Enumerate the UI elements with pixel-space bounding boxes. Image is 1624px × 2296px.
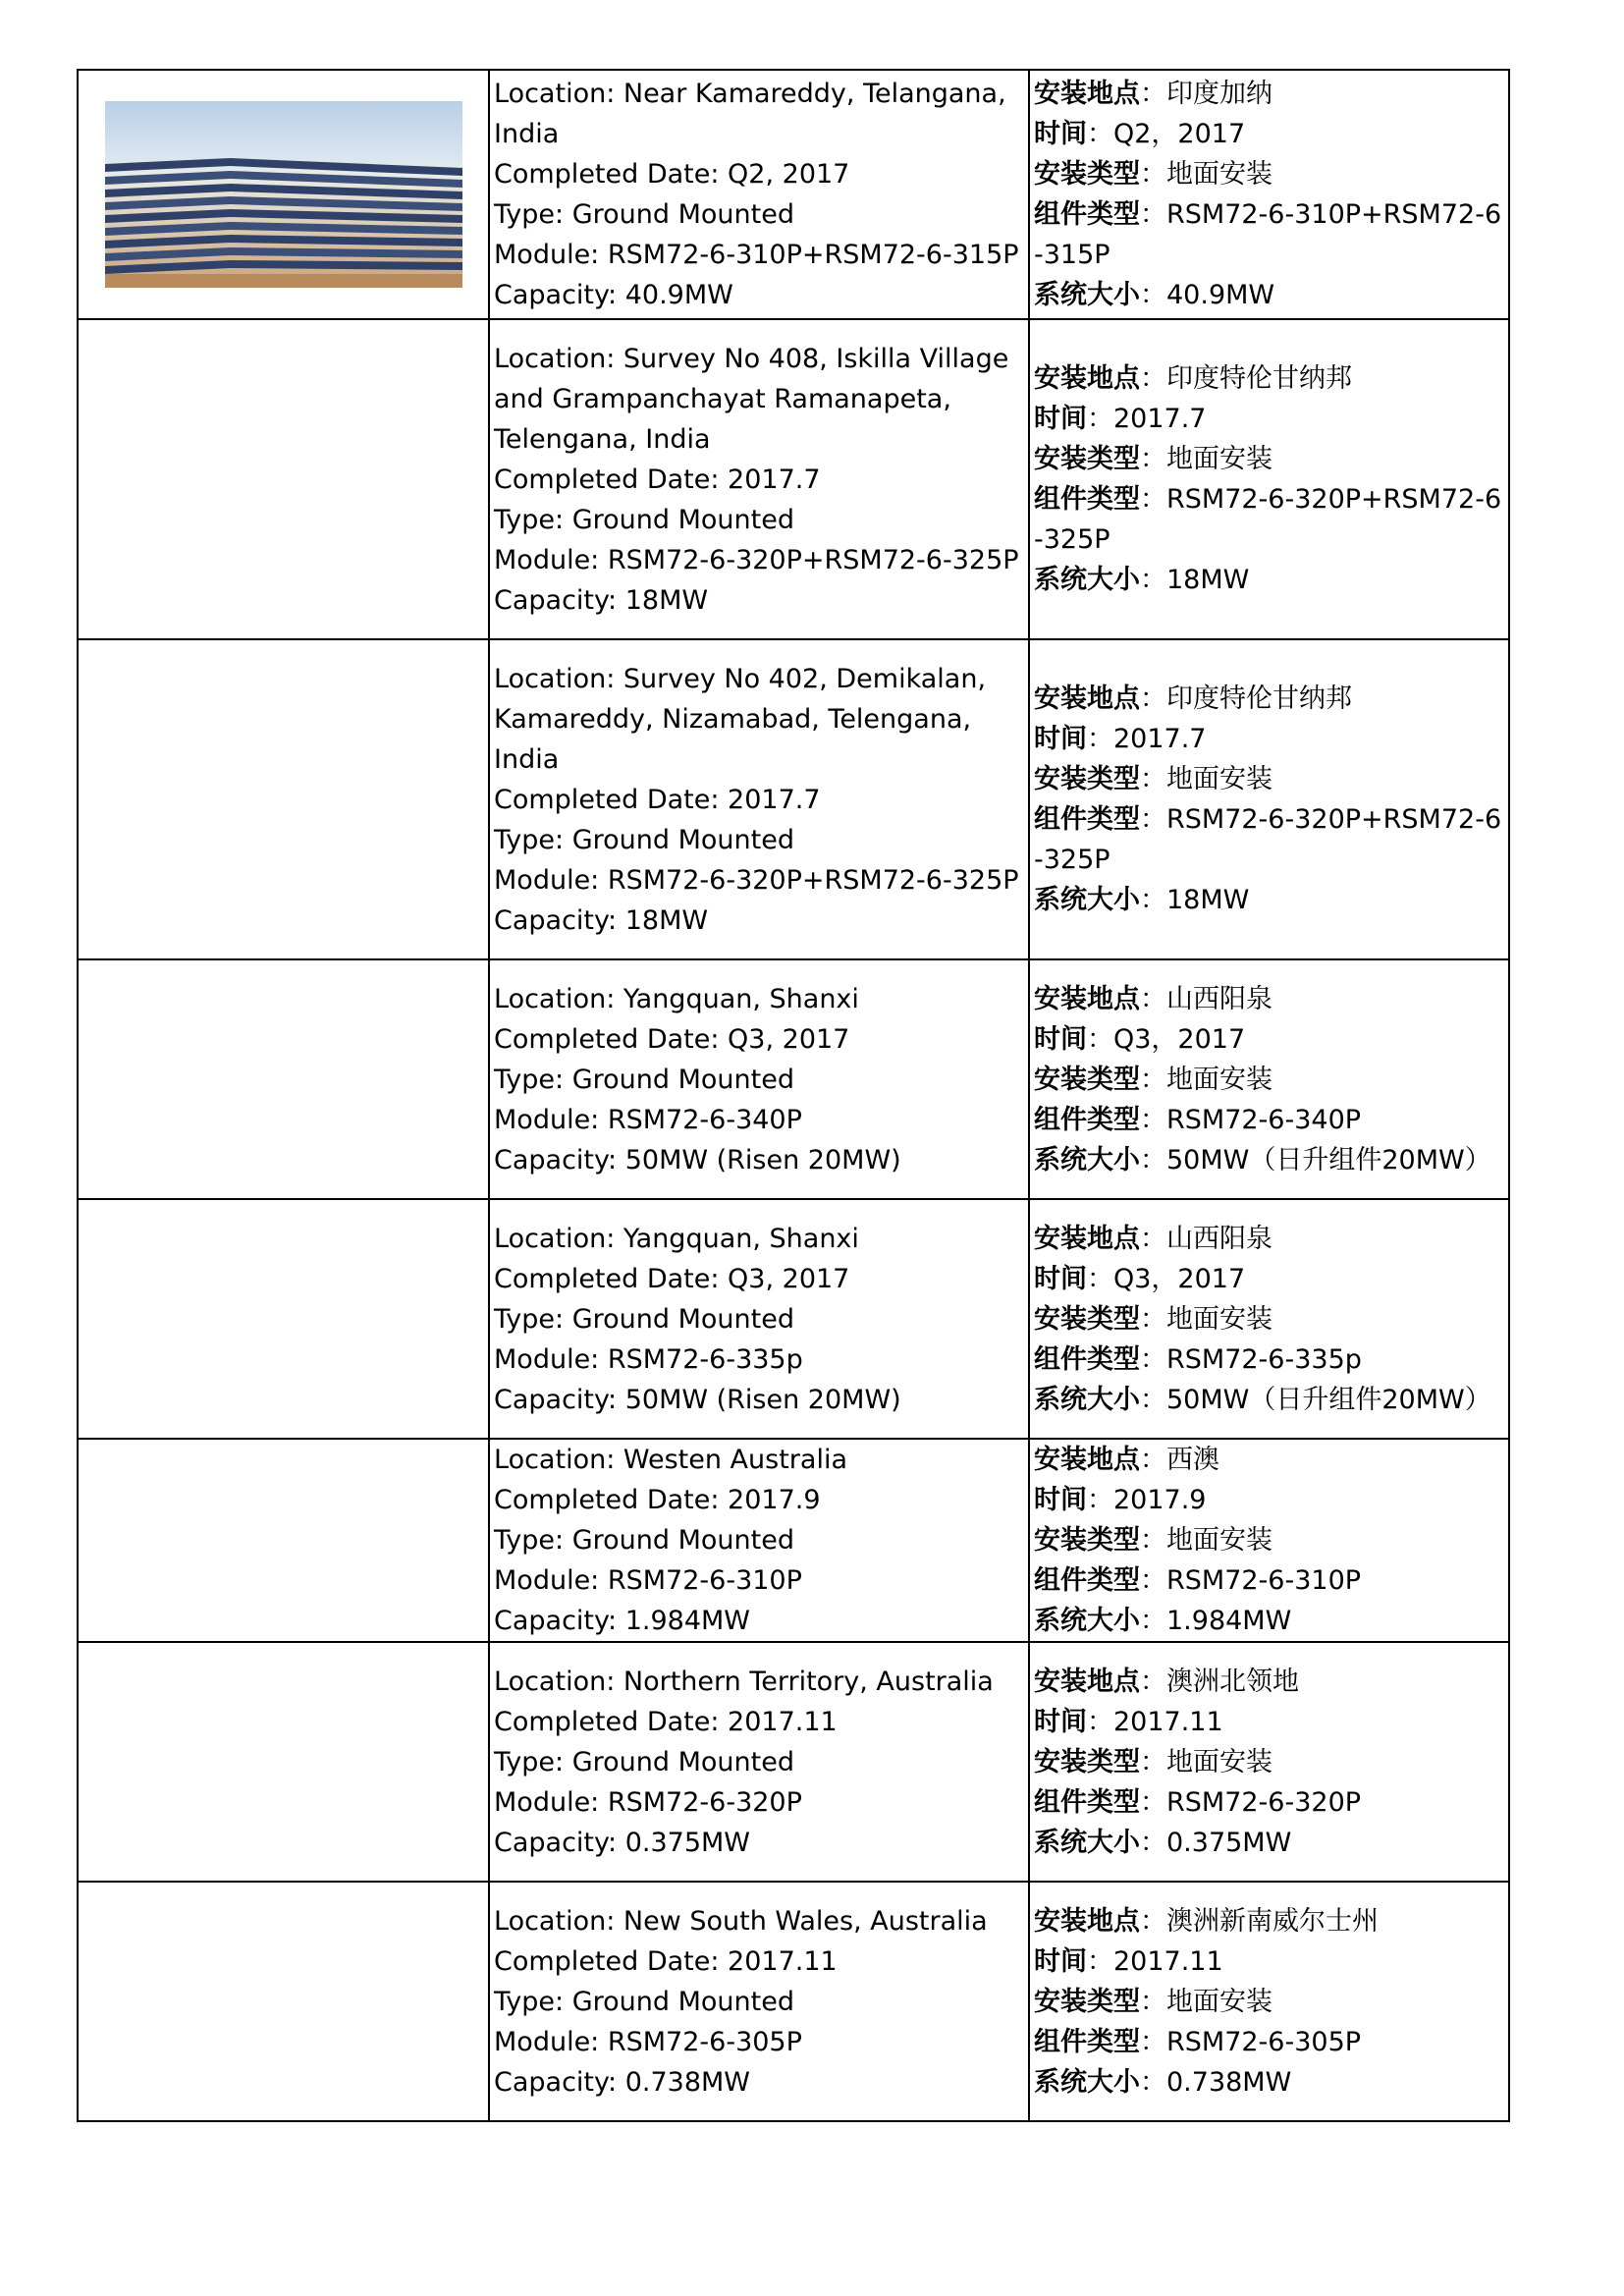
detail-line-zh bbox=[1034, 1560, 1504, 1601]
panel-row bbox=[105, 209, 462, 223]
panel-row bbox=[105, 196, 462, 211]
project-details-en bbox=[489, 1199, 1029, 1439]
project-details-en bbox=[489, 1642, 1029, 1882]
detail-line-en: Module: RSM72-6-310P bbox=[494, 1565, 802, 1596]
project-details-zh bbox=[1029, 639, 1509, 959]
project-row bbox=[78, 1439, 1509, 1642]
detail-label-zh: 时间 bbox=[1034, 1945, 1087, 1977]
detail-value-zh: ：2017.11 bbox=[1087, 1945, 1223, 1977]
detail-line-en: Type: Ground Mounted bbox=[494, 504, 794, 535]
detail-label-zh: 组件类型 bbox=[1034, 1104, 1140, 1135]
project-details-zh bbox=[1029, 70, 1509, 319]
project-image-cell bbox=[78, 639, 489, 959]
detail-value-zh: ：Q3，2017 bbox=[1087, 1023, 1246, 1055]
detail-value-zh: ：2017.9 bbox=[1087, 1485, 1207, 1515]
detail-label-zh: 时间 bbox=[1034, 1706, 1087, 1737]
detail-value-zh: ：印度加纳 bbox=[1140, 79, 1272, 109]
detail-label-zh: 安装地点 bbox=[1034, 1223, 1140, 1254]
detail-line-zh bbox=[1034, 799, 1504, 880]
detail-line-zh bbox=[1034, 358, 1504, 399]
detail-label-zh: 系统大小 bbox=[1034, 280, 1140, 310]
detail-line-en: Location: Yangquan, Shanxi bbox=[494, 983, 859, 1014]
detail-label-zh: 组件类型 bbox=[1034, 1565, 1140, 1596]
detail-value-zh: ：印度特伦甘纳邦 bbox=[1140, 683, 1352, 714]
detail-line-en: Capacity: 1.984MW bbox=[494, 1606, 750, 1636]
detail-line-zh bbox=[1034, 1480, 1504, 1520]
detail-line-zh bbox=[1034, 1982, 1504, 2022]
detail-line-en: Capacity: 0.375MW bbox=[494, 1827, 750, 1858]
detail-line-zh bbox=[1034, 759, 1504, 799]
detail-value-zh: ：印度特伦甘纳邦 bbox=[1140, 363, 1352, 394]
detail-value-zh: ：地面安装 bbox=[1140, 1525, 1272, 1556]
detail-line-zh bbox=[1034, 479, 1504, 560]
detail-label-zh: 安装类型 bbox=[1034, 444, 1140, 474]
detail-line-zh bbox=[1034, 1520, 1504, 1560]
project-details-en bbox=[489, 639, 1029, 959]
detail-line-zh bbox=[1034, 1601, 1504, 1641]
detail-line-zh bbox=[1034, 1219, 1504, 1259]
project-image-cell bbox=[78, 959, 489, 1199]
project-details-en bbox=[489, 1439, 1029, 1642]
detail-line-en: Location: Yangquan, Shanxi bbox=[494, 1223, 859, 1254]
detail-line-zh bbox=[1034, 439, 1504, 479]
detail-line-zh bbox=[1034, 719, 1504, 759]
detail-line-zh bbox=[1034, 2022, 1504, 2062]
panel-row bbox=[105, 247, 462, 261]
detail-line-en: Completed Date: Q3, 2017 bbox=[494, 1263, 850, 1294]
project-row bbox=[78, 70, 1509, 319]
detail-label-zh: 安装地点 bbox=[1034, 79, 1140, 109]
detail-line-zh bbox=[1034, 880, 1504, 920]
detail-line-en: Module: RSM72-6-320P+RSM72-6-325P bbox=[494, 864, 1019, 896]
detail-value-zh: ：RSM72-6-310P+RSM72-6-315P bbox=[1034, 199, 1502, 270]
project-table bbox=[77, 69, 1510, 2122]
detail-line-en: Completed Date: 2017.9 bbox=[494, 1485, 821, 1515]
detail-value-zh: ：地面安装 bbox=[1140, 1746, 1272, 1777]
detail-label-zh: 安装类型 bbox=[1034, 1986, 1140, 2017]
detail-value-zh: ：山西阳泉 bbox=[1140, 983, 1272, 1014]
detail-value-zh: ：澳洲北领地 bbox=[1140, 1666, 1299, 1697]
detail-line-en: Type: Ground Mounted bbox=[494, 1525, 794, 1556]
detail-value-zh: ：18MW bbox=[1140, 565, 1250, 595]
detail-value-zh: ：0.738MW bbox=[1140, 2066, 1292, 2098]
detail-label-zh: 组件类型 bbox=[1034, 1786, 1140, 1818]
ground bbox=[105, 274, 462, 288]
detail-value-zh: ：2017.11 bbox=[1087, 1706, 1223, 1737]
detail-value-zh: ：RSM72-6-340P bbox=[1140, 1104, 1362, 1135]
detail-line-en: Module: RSM72-6-320P+RSM72-6-325P bbox=[494, 544, 1019, 575]
detail-line-zh bbox=[1034, 1339, 1504, 1380]
detail-line-zh bbox=[1034, 679, 1504, 719]
detail-line-zh bbox=[1034, 1702, 1504, 1742]
detail-label-zh: 系统大小 bbox=[1034, 1384, 1140, 1415]
detail-value-zh: ：40.9MW bbox=[1140, 280, 1275, 310]
detail-line-en: Location: Northern Territory, Australia bbox=[494, 1666, 994, 1697]
project-details-zh bbox=[1029, 1439, 1509, 1642]
detail-line-en: Completed Date: Q3, 2017 bbox=[494, 1023, 850, 1055]
detail-label-zh: 组件类型 bbox=[1034, 804, 1140, 835]
detail-line-zh bbox=[1034, 1941, 1504, 1982]
detail-line-zh bbox=[1034, 1742, 1504, 1782]
detail-line-en: Module: RSM72-6-320P bbox=[494, 1786, 802, 1818]
detail-label-zh: 系统大小 bbox=[1034, 565, 1140, 595]
project-details-en bbox=[489, 1882, 1029, 2121]
detail-line-en: Completed Date: 2017.11 bbox=[494, 1706, 838, 1737]
detail-value-zh: ：18MW bbox=[1140, 885, 1250, 915]
detail-line-zh bbox=[1034, 979, 1504, 1019]
detail-label-zh: 安装地点 bbox=[1034, 683, 1140, 714]
detail-line-zh bbox=[1034, 74, 1504, 114]
detail-line-zh bbox=[1034, 154, 1504, 194]
detail-label-zh: 安装类型 bbox=[1034, 764, 1140, 794]
detail-value-zh: ：0.375MW bbox=[1140, 1827, 1292, 1858]
detail-line-en: Capacity: 18MW bbox=[494, 584, 709, 616]
detail-line-en: Completed Date: 2017.7 bbox=[494, 464, 821, 495]
detail-label-zh: 组件类型 bbox=[1034, 199, 1140, 230]
detail-line-en: Location: Westen Australia bbox=[494, 1445, 847, 1475]
detail-label-zh: 安装类型 bbox=[1034, 1746, 1140, 1777]
detail-label-zh: 系统大小 bbox=[1034, 1827, 1140, 1858]
project-row bbox=[78, 639, 1509, 959]
project-row bbox=[78, 1882, 1509, 2121]
detail-label-zh: 安装地点 bbox=[1034, 363, 1140, 394]
project-details-en bbox=[489, 319, 1029, 639]
detail-line-en: Module: RSM72-6-305P bbox=[494, 2026, 802, 2057]
detail-value-zh: ：Q3，2017 bbox=[1087, 1263, 1246, 1294]
detail-label-zh: 安装类型 bbox=[1034, 1064, 1140, 1095]
detail-label-zh: 时间 bbox=[1034, 404, 1087, 434]
detail-line-en: Module: RSM72-6-310P+RSM72-6-315P bbox=[494, 240, 1019, 270]
detail-value-zh: ：RSM72-6-335p bbox=[1140, 1343, 1362, 1375]
detail-label-zh: 时间 bbox=[1034, 1023, 1087, 1055]
detail-label-zh: 时间 bbox=[1034, 1485, 1087, 1515]
detail-line-zh bbox=[1034, 1782, 1504, 1823]
detail-line-en: Completed Date: Q2, 2017 bbox=[494, 159, 850, 190]
detail-label-zh: 安装地点 bbox=[1034, 1666, 1140, 1697]
detail-line-zh bbox=[1034, 1100, 1504, 1140]
detail-label-zh: 时间 bbox=[1034, 724, 1087, 754]
detail-value-zh: ：地面安装 bbox=[1140, 444, 1272, 474]
detail-line-zh bbox=[1034, 1060, 1504, 1100]
project-image-cell bbox=[78, 1199, 489, 1439]
project-photo bbox=[105, 101, 462, 288]
detail-line-en: Capacity: 50MW (Risen 20MW) bbox=[494, 1384, 901, 1415]
detail-label-zh: 组件类型 bbox=[1034, 1343, 1140, 1375]
detail-value-zh: ：Q2，2017 bbox=[1087, 119, 1246, 149]
panel-row bbox=[105, 235, 462, 248]
detail-value-zh: ：澳洲新南威尔士州 bbox=[1140, 1905, 1379, 1937]
detail-label-zh: 系统大小 bbox=[1034, 885, 1140, 915]
detail-line-en: Location: Near Kamareddy, Telangana, India bbox=[494, 79, 1006, 149]
detail-line-en: Capacity: 18MW bbox=[494, 904, 709, 936]
detail-line-en: Type: Ground Mounted bbox=[494, 1986, 794, 2017]
project-details-zh bbox=[1029, 1199, 1509, 1439]
detail-line-zh bbox=[1034, 275, 1504, 315]
project-rows bbox=[78, 70, 1509, 2121]
detail-line-zh bbox=[1034, 1140, 1504, 1180]
project-image-cell bbox=[78, 319, 489, 639]
detail-value-zh: ：RSM72-6-320P+RSM72-6-325P bbox=[1034, 484, 1502, 555]
detail-label-zh: 安装地点 bbox=[1034, 1445, 1140, 1475]
detail-label-zh: 时间 bbox=[1034, 1263, 1087, 1294]
detail-label-zh: 安装类型 bbox=[1034, 159, 1140, 190]
panel-row bbox=[105, 184, 462, 199]
detail-value-zh: ：地面安装 bbox=[1140, 1986, 1272, 2017]
project-image-cell bbox=[78, 70, 489, 319]
project-details-zh bbox=[1029, 959, 1509, 1199]
project-details-zh bbox=[1029, 319, 1509, 639]
detail-line-zh bbox=[1034, 1299, 1504, 1339]
detail-line-en: Type: Ground Mounted bbox=[494, 199, 794, 230]
detail-line-en: Capacity: 40.9MW bbox=[494, 280, 733, 310]
detail-line-en: Location: New South Wales, Australia bbox=[494, 1905, 988, 1937]
detail-line-en: Module: RSM72-6-335p bbox=[494, 1343, 803, 1375]
detail-value-zh: ：50MW（日升组件20MW） bbox=[1140, 1384, 1491, 1415]
detail-line-zh bbox=[1034, 2062, 1504, 2103]
detail-line-en: Type: Ground Mounted bbox=[494, 824, 794, 855]
detail-value-zh: ：RSM72-6-305P bbox=[1140, 2026, 1362, 2057]
project-row bbox=[78, 1642, 1509, 1882]
detail-value-zh: ：2017.7 bbox=[1087, 404, 1207, 434]
project-details-en bbox=[489, 959, 1029, 1199]
detail-line-zh bbox=[1034, 1901, 1504, 1941]
detail-value-zh: ：西澳 bbox=[1140, 1445, 1219, 1475]
detail-value-zh: ：地面安装 bbox=[1140, 764, 1272, 794]
detail-label-zh: 时间 bbox=[1034, 119, 1087, 149]
solar-farm-image bbox=[105, 101, 462, 288]
project-image-cell bbox=[78, 1882, 489, 2121]
project-details-zh bbox=[1029, 1642, 1509, 1882]
project-details-en bbox=[489, 70, 1029, 319]
detail-value-zh: ：1.984MW bbox=[1140, 1606, 1292, 1636]
detail-line-zh bbox=[1034, 1662, 1504, 1702]
detail-value-zh: ：RSM72-6-310P bbox=[1140, 1565, 1362, 1596]
detail-label-zh: 安装地点 bbox=[1034, 1905, 1140, 1937]
detail-line-zh bbox=[1034, 194, 1504, 275]
panel-row bbox=[105, 260, 462, 274]
detail-label-zh: 安装地点 bbox=[1034, 983, 1140, 1014]
detail-value-zh: ：地面安装 bbox=[1140, 159, 1272, 190]
detail-line-zh bbox=[1034, 1823, 1504, 1863]
detail-line-en: Capacity: 0.738MW bbox=[494, 2066, 750, 2098]
detail-line-en: Completed Date: 2017.11 bbox=[494, 1945, 838, 1977]
detail-value-zh: ：2017.7 bbox=[1087, 724, 1207, 754]
detail-label-zh: 安装类型 bbox=[1034, 1303, 1140, 1335]
detail-line-zh bbox=[1034, 1259, 1504, 1299]
project-row bbox=[78, 319, 1509, 639]
detail-value-zh: ：山西阳泉 bbox=[1140, 1223, 1272, 1254]
detail-line-en: Completed Date: 2017.7 bbox=[494, 784, 821, 815]
detail-line-en: Type: Ground Mounted bbox=[494, 1303, 794, 1335]
detail-line-zh bbox=[1034, 399, 1504, 439]
detail-label-zh: 系统大小 bbox=[1034, 1606, 1140, 1636]
detail-line-en: Type: Ground Mounted bbox=[494, 1064, 794, 1095]
project-image-cell bbox=[78, 1439, 489, 1642]
detail-label-zh: 安装类型 bbox=[1034, 1525, 1140, 1556]
project-row bbox=[78, 959, 1509, 1199]
detail-line-en: Location: Survey No 408, Iskilla Village and Grampanchayat Ramanapeta, Telengana, India bbox=[494, 343, 1009, 455]
detail-line-en: Location: Survey No 402, Demikalan, Kamareddy, Nizamabad, Telengana, India bbox=[494, 663, 987, 775]
detail-value-zh: ：地面安装 bbox=[1140, 1303, 1272, 1335]
detail-line-en: Module: RSM72-6-340P bbox=[494, 1104, 802, 1135]
detail-line-zh bbox=[1034, 1440, 1504, 1480]
detail-label-zh: 组件类型 bbox=[1034, 2026, 1140, 2057]
detail-line-en: Type: Ground Mounted bbox=[494, 1746, 794, 1777]
detail-label-zh: 系统大小 bbox=[1034, 1144, 1140, 1175]
detail-value-zh: ：50MW（日升组件20MW） bbox=[1140, 1144, 1491, 1175]
detail-value-zh: ：RSM72-6-320P bbox=[1140, 1786, 1362, 1818]
detail-value-zh: ：RSM72-6-320P+RSM72-6-325P bbox=[1034, 804, 1502, 875]
panel-row bbox=[105, 222, 462, 236]
project-image-cell bbox=[78, 1642, 489, 1882]
project-row bbox=[78, 1199, 1509, 1439]
project-details-zh bbox=[1029, 1882, 1509, 2121]
detail-value-zh: ：地面安装 bbox=[1140, 1064, 1272, 1095]
detail-label-zh: 系统大小 bbox=[1034, 2066, 1140, 2098]
detail-line-zh bbox=[1034, 1380, 1504, 1420]
detail-line-zh bbox=[1034, 560, 1504, 600]
detail-line-en: Capacity: 50MW (Risen 20MW) bbox=[494, 1144, 901, 1175]
detail-label-zh: 组件类型 bbox=[1034, 484, 1140, 515]
detail-line-zh bbox=[1034, 1019, 1504, 1060]
detail-line-zh bbox=[1034, 114, 1504, 154]
